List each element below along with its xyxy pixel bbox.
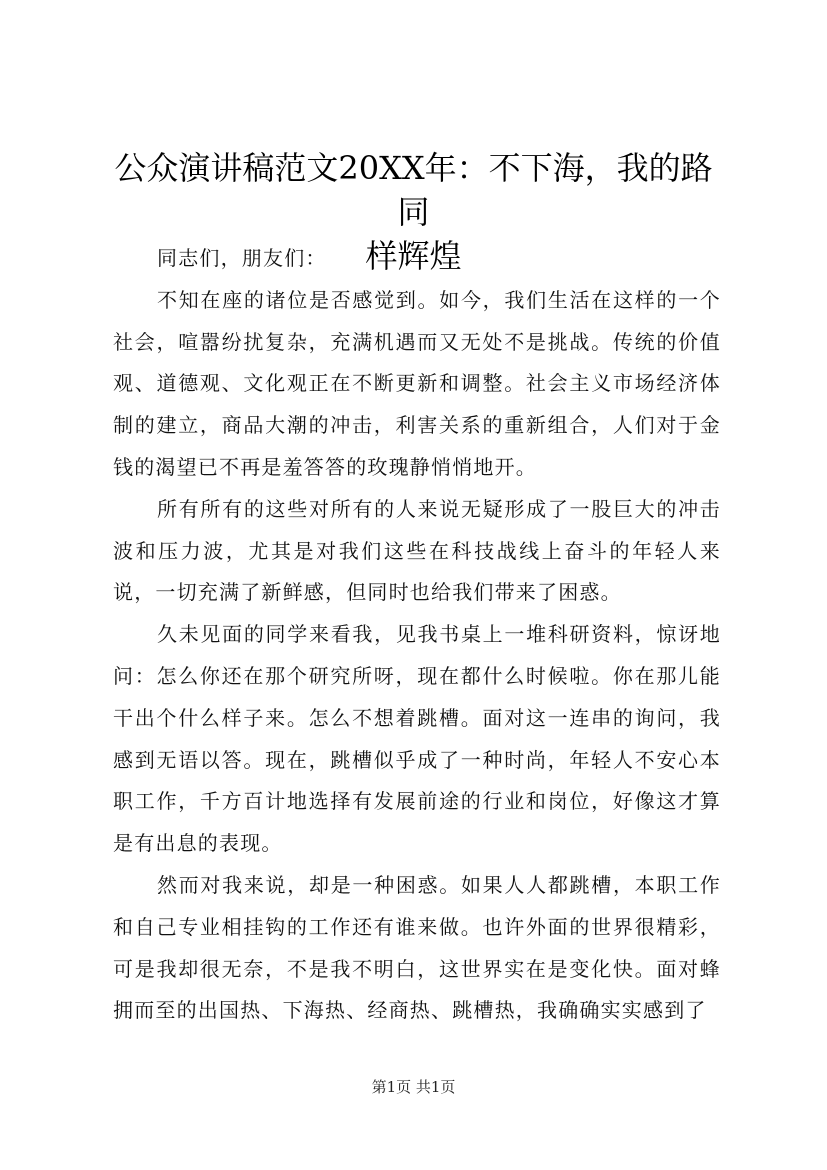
body-paragraph: 然而对我来说，却是一种困惑。如果人人都跳槽，本职工作和自己专业相挂钩的工作还有谁来做。也许外面的世界很精彩，可是我却很无奈，不是我不明白，这世界实在是变化快。面对蜂拥而至的出国热、下海热、经商热、跳槽热，我确确实实感到了 [113, 872, 721, 1023]
title-line-2: 样辉煌 [365, 237, 462, 275]
salutation: 同志们，朋友们： [157, 246, 327, 270]
title-line-1: 公众演讲稿范文20XX年：不下海，我的路同 [114, 149, 713, 231]
body-paragraph: 久未见面的同学来看我，见我书桌上一堆科研资料，惊讶地问：怎么你还在那个研究所呀，现在都什么时候啦。你在那儿能干出个什么样子来。怎么不想着跳槽。面对这一连串的询问，我感到无语以答。现在，跳槽似乎成了一种时尚，年轻人不安心本职工作，千方百计地选择有发展前途的行业和岗位，好像这才算是有出息的表现。 [113, 622, 721, 856]
body-paragraph: 不知在座的诸位是否感觉到。如今，我们生活在这样的一个社会，喧嚣纷扰复杂，充满机遇而又无处不是挑战。传统的价值观、道德观、文化观正在不断更新和调整。社会主义市场经济体制的建立，商品大潮的冲击，利害关系的重新组合，人们对于金钱的渴望已不再是羞答答的玫瑰静悄悄地开。 [113, 287, 721, 479]
page-number-footer: 第1页 共1页 [371, 1078, 456, 1096]
body-paragraph: 所有所有的这些对所有的人来说无疑形成了一股巨大的冲击波和压力波，尤其是对我们这些在科技战线上奋斗的年轻人来说，一切充满了新鲜感，但同时也给我们带来了困惑。 [113, 496, 721, 605]
document-body [113, 238, 721, 1032]
